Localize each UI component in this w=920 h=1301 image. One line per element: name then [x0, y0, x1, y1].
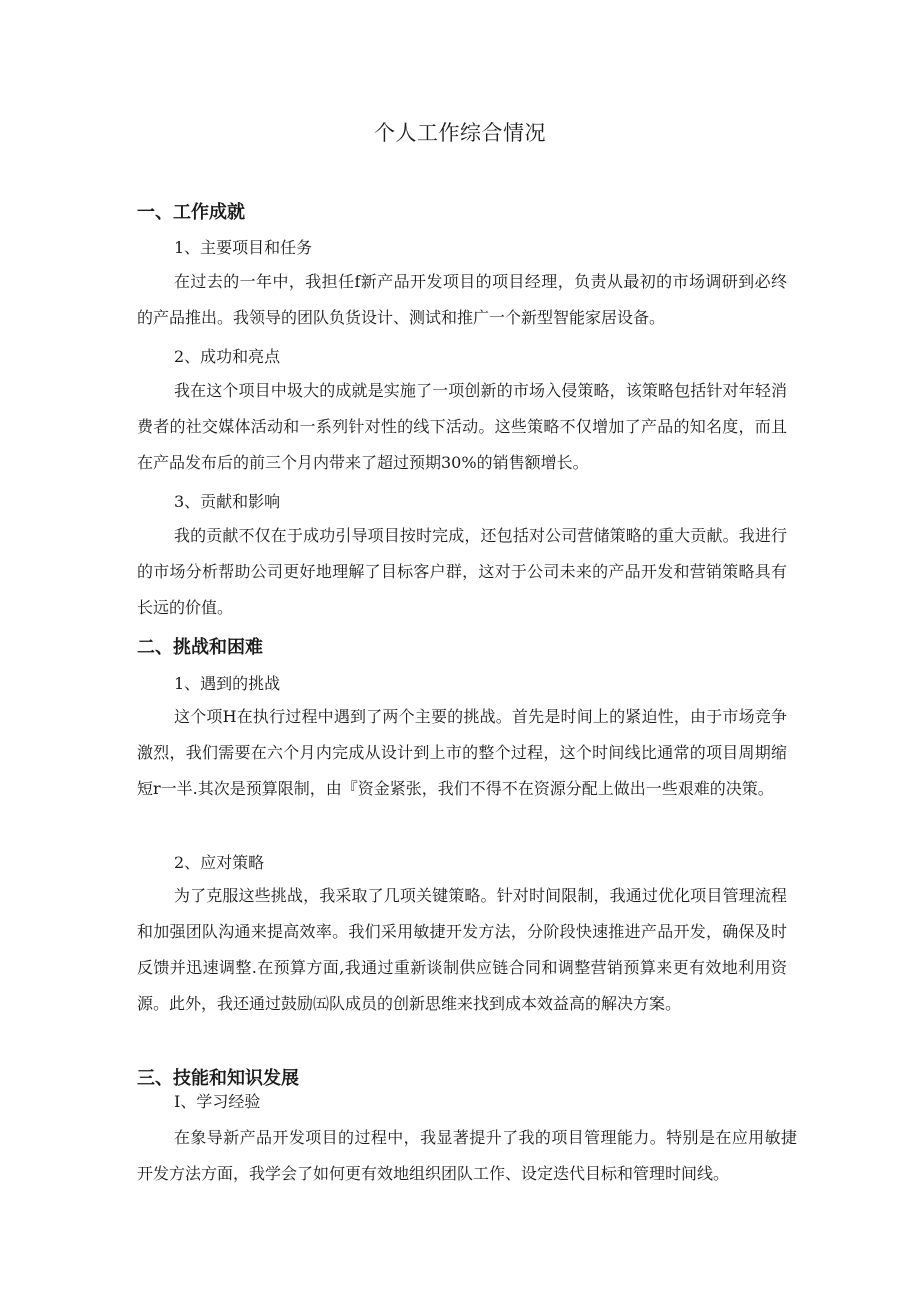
section-heading-achievements: 一、工作成就	[137, 202, 245, 223]
subheading-challenges-met: 1、遇到的挑战	[174, 674, 281, 693]
page-title: 个人工作综合情况	[374, 121, 546, 145]
subheading-main-projects: 1、主要项目和任务	[174, 238, 313, 257]
paragraph-successes: 我在这个项目中圾大的成就是实施了一项创新的市场入侵策略，该策略包括针对年轻消费者的社交媒体活动和一系列针对性的线下活动。这些策略不仅增加了产品的知名度，而且在产品发布后的前三个月内带来了超过预期30%的销售额增长。	[137, 381, 787, 472]
subheading-contributions: 3、贡献和影响	[174, 492, 281, 511]
paragraph-contributions: 我的贡献不仅在于成功引导项目按时完成，还包括对公司营储策略的重大贡献。我进行的市场分析帮助公司更好地理解了目标客户群，这对于公司未来的产品开发和营销策略具有长远的价值。	[137, 526, 787, 617]
subheading-learning: I、学习经验	[174, 1092, 261, 1111]
section-heading-challenges: 二、挑战和困难	[137, 637, 263, 658]
paragraph-main-projects: 在过去的一年中，我担任f新产品开发项目的项目经理，负责从最初的市场调研到必终的产品推出。我领导的团队负货设计、测试和推广一个新型智能家居设备。	[137, 272, 787, 327]
paragraph-strategies: 为了克服这些挑战，我采取了几项关键策略。针对时间限制，我通过优化项目管理流程和加强团队沟通来提高效率。我们采用敏捷开发方法，分阶段快速推进产品开发，确保及时反馈并迅速调整.在预算方面,我通过重新谈制供应链合同和调整营销预算来更有效地利用资源。此外，我还通过鼓励㈤队成员的创新思维来找到成本效益高的解决方案。	[137, 886, 787, 1013]
subheading-successes: 2、成功和亮点	[174, 347, 281, 366]
paragraph-learning: 在象导新产品开发项目的过程中，我显著提升了我的项目管理能力。特别是在应用敏捷开发方法方面，我学会了如何更有效地组织团队工作、设定迭代目标和管理时间线。	[137, 1128, 797, 1183]
paragraph-challenges-met: 这个项H在执行过程中遇到了两个主要的挑战。首先是时间上的紧迫性，由于市场竞争激烈，我们需要在六个月内完成从设计到上市的整个过程，这个时间线比通常的项目周期缩短r一半.其次是预算限制，由『资金紧张，我们不得不在资源分配上做出一些艰难的决策。	[137, 707, 787, 798]
subheading-strategies: 2、应对策略	[174, 853, 265, 872]
section-heading-skills: 三、技能和知识发展	[137, 1068, 299, 1089]
